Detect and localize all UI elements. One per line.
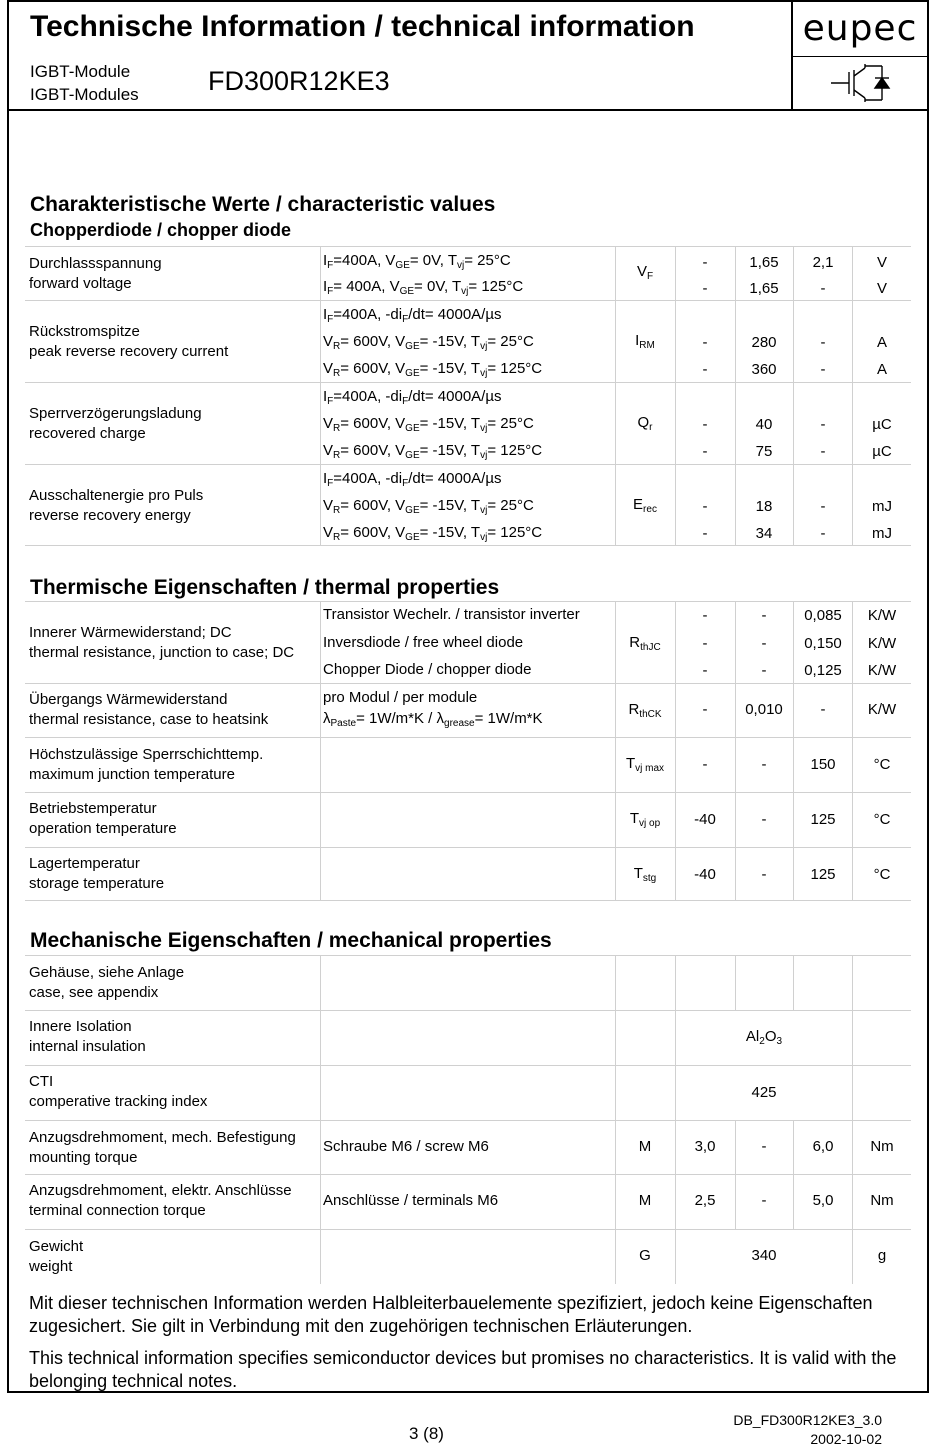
param-label: Lagertemperatur storage temperature [29,855,165,892]
param-label: Innerer Wärmewiderstand; DC thermal resistance, junction to case; DC [29,624,295,661]
section-title-mechanical: Mechanische Eigenschaften / mechanical properties [30,929,552,952]
condition: $V_R= 600V$, $V_{GE}= -15V$, $T_{vj}= 25^\circ C$ [323,415,534,434]
min-value: - [702,498,708,515]
unit: K/W [867,607,897,624]
max-value: - [820,416,826,433]
logo-box-divider [791,0,793,110]
unit: K/W [867,635,897,652]
max-value: 2,1 [812,254,834,271]
unit: °C [873,866,891,883]
param-label: Durchlassspannung forward voltage [29,255,162,292]
param-label: Anzugsdrehmoment, mech. Befestigung mounting torque [29,1129,296,1166]
param-symbol: $R_{thCK}$ [628,701,662,720]
table-row [25,382,911,464]
condition: Transistor Wechelr. / transistor inverter [323,606,580,623]
max-value: - [820,361,826,378]
document-date: 2002-10-02 [810,1431,882,1447]
page-title: Technische Information / technical information [30,10,695,43]
param-symbol: $E_{rec}$ [633,496,657,515]
table-row [25,601,911,683]
disclaimer-en: This technical information specifies semiconductor devices but promises no characteristics. It is valid with the belonging technical notes. [29,1348,897,1391]
typ-value: - [761,1138,767,1155]
max-value: - [820,334,826,351]
max-value: 0,125 [804,662,842,679]
unit: µC [872,416,892,433]
condition: $I_F=400A$, $-di_F/dt= 4000A/\mu s$ [323,306,502,325]
part-number: FD300R12KE3 [208,66,390,96]
max-value: 6,0 [812,1138,834,1155]
characteristic-table [25,246,911,546]
typ-value: 75 [755,443,773,460]
typ-value: 18 [755,498,773,515]
table-row [25,1120,911,1174]
param-label: Gehäuse, siehe Anlage case, see appendix [29,964,185,1001]
max-value: 0,085 [804,607,842,624]
max-value: - [820,525,826,542]
unit: A [876,361,887,378]
condition: $I_F=400A$, $-di_F/dt= 4000A/\mu s$ [323,470,502,489]
min-value: - [702,525,708,542]
typ-value: - [761,662,767,679]
unit: K/W [867,662,897,679]
typ-value: 280 [751,334,777,351]
param-label: Höchstzulässige Sperrschichttemp. maximum junction temperature [29,746,264,783]
param-symbol: $I_{RM}$ [635,332,655,351]
unit: mJ [872,498,892,515]
unit: µC [872,443,892,460]
min-value: 3,0 [694,1138,716,1155]
module-type-de: IGBT-Module [30,62,131,81]
typ-value: 34 [755,525,773,542]
section-title-characteristic: Charakteristische Werte / characteristic values [30,193,496,216]
min-value: 2,5 [694,1192,716,1209]
unit: K/W [867,701,897,718]
unit: V [876,280,887,297]
table-row [25,464,911,546]
min-value: - [702,280,708,297]
weight-value: 340 [751,1247,777,1264]
table-row [25,300,911,382]
min-value: - [702,416,708,433]
max-value: 5,0 [812,1192,834,1209]
param-label: Übergangs Wärmewiderstand thermal resistance, case to heatsink [29,691,269,728]
brand-logo: eupec [802,8,918,49]
param-label: Betriebstemperatur operation temperature [29,800,177,837]
unit: °C [873,756,891,773]
max-value: - [820,701,826,718]
min-value: - [702,662,708,679]
section-title-thermal: Thermische Eigenschaften / thermal properties [30,576,500,599]
param-label: Sperrverzögerungsladung recovered charge [29,405,202,442]
typ-value: - [761,866,767,883]
min-value: - [702,361,708,378]
param-symbol: $R_{thJC}$ [629,634,661,653]
min-value: - [702,443,708,460]
condition: $I_F=400A$, $V_{GE}= 0V$, $T_{vj}= 25^\circ C$ [323,252,511,271]
cti-value: 425 [751,1084,777,1101]
min-value: - [702,635,708,652]
condition: $V_R= 600V$, $V_{GE}= -15V$, $T_{vj}= 25^\circ C$ [323,333,534,352]
mechanical-table [25,955,911,1284]
unit: Nm [870,1192,894,1209]
param-symbol: $T_{stg}$ [633,865,657,884]
table-row [25,1010,911,1065]
condition: Chopper Diode / chopper diode [323,661,532,678]
condition: $\lambda_{Paste}= 1W/m*K / \lambda_{grease}= 1W/m*K$ [323,710,543,729]
unit: mJ [872,525,892,542]
module-type-en: IGBT-Modules [30,85,139,104]
min-value: - [702,701,708,718]
param-label: Innere Isolation internal insulation [29,1018,146,1055]
min-value: - [702,254,708,271]
typ-value: - [761,607,767,624]
min-value: - [702,334,708,351]
typ-value: - [761,635,767,652]
param-symbol: M [638,1192,652,1209]
unit: g [877,1247,887,1264]
table-row [25,1229,911,1284]
param-symbol: M [638,1138,652,1155]
min-value: -40 [694,866,716,883]
max-value: - [820,498,826,515]
typ-value: 1,65 [749,280,779,297]
param-label: Rückstromspitze peak reverse recovery current [29,323,229,360]
condition: $V_R= 600V$, $V_{GE}= -15V$, $T_{vj}= 125^\circ C$ [323,442,543,461]
table-row [25,683,911,737]
thermal-table [25,601,911,901]
max-value: 0,150 [804,635,842,652]
igbt-diode-symbol-icon [827,62,897,104]
typ-value: - [761,756,767,773]
logo-box-divider [791,56,929,57]
condition: Anschlüsse / terminals M6 [323,1192,499,1209]
min-value: - [702,607,708,624]
condition: Inversdiode / free wheel diode [323,634,524,651]
typ-value: 0,010 [745,701,783,718]
param-symbol: $Q_r$ [637,414,653,433]
document-id: DB_FD300R12KE3_3.0 [733,1412,882,1428]
table-row [25,1174,911,1229]
typ-value: 1,65 [749,254,779,271]
condition: $V_R= 600V$, $V_{GE}= -15V$, $T_{vj}= 25^\circ C$ [323,497,534,516]
condition: Schraube M6 / screw M6 [323,1138,489,1155]
typ-value: 40 [755,416,773,433]
param-symbol: G [639,1247,651,1264]
typ-value: - [761,1192,767,1209]
typ-value: 360 [751,361,777,378]
min-value: -40 [694,811,716,828]
max-value: - [820,443,826,460]
param-symbol: $V_F$ [636,263,654,282]
max-value: - [820,280,826,297]
max-value: 150 [810,756,836,773]
condition: $I_F=400A$, $-di_F/dt= 4000A/\mu s$ [323,388,502,407]
param-label: Ausschaltenergie pro Puls reverse recovery energy [29,487,204,524]
condition: $V_R= 600V$, $V_{GE}= -15V$, $T_{vj}= 125^\circ C$ [323,524,543,543]
param-symbol: $T_{vj max}$ [625,755,665,774]
param-label: CTI comperative tracking index [29,1073,208,1110]
condition: $I_F= 400A$, $V_{GE}= 0V$, $T_{vj}= 125^\circ C$ [323,278,524,297]
table-row [25,1065,911,1120]
unit: °C [873,811,891,828]
param-label: Anzugsdrehmoment, elektr. Anschlüsse terminal connection torque [29,1182,292,1219]
min-value: - [702,756,708,773]
table-row [25,955,911,1010]
table-row [25,792,911,847]
disclaimer-de: Mit dieser technischen Information werden Halbleiterbauelemente spezifiziert, jedoch keine Eigenschaften zugesichert. Sie gilt in Verbindung mit den zugehörigen technischen Erläuterungen. [29,1293,873,1336]
isolation-value: $Al_2O_3$ [745,1028,783,1047]
unit: A [876,334,887,351]
unit: V [876,254,887,271]
document-reference [700,1411,882,1449]
table-row [25,246,911,300]
typ-value: - [761,811,767,828]
condition: $V_R= 600V$, $V_{GE}= -15V$, $T_{vj}= 125^\circ C$ [323,360,543,379]
param-label: Gewicht weight [29,1238,84,1275]
condition: pro Modul / per module [323,689,478,706]
table-row [25,737,911,792]
page-number: 3 (8) [409,1424,444,1443]
max-value: 125 [810,866,836,883]
max-value: 125 [810,811,836,828]
unit: Nm [870,1138,894,1155]
param-symbol: $T_{vj op}$ [629,810,661,829]
section-subtitle-chopper: Chopperdiode / chopper diode [30,220,291,240]
table-row [25,847,911,901]
